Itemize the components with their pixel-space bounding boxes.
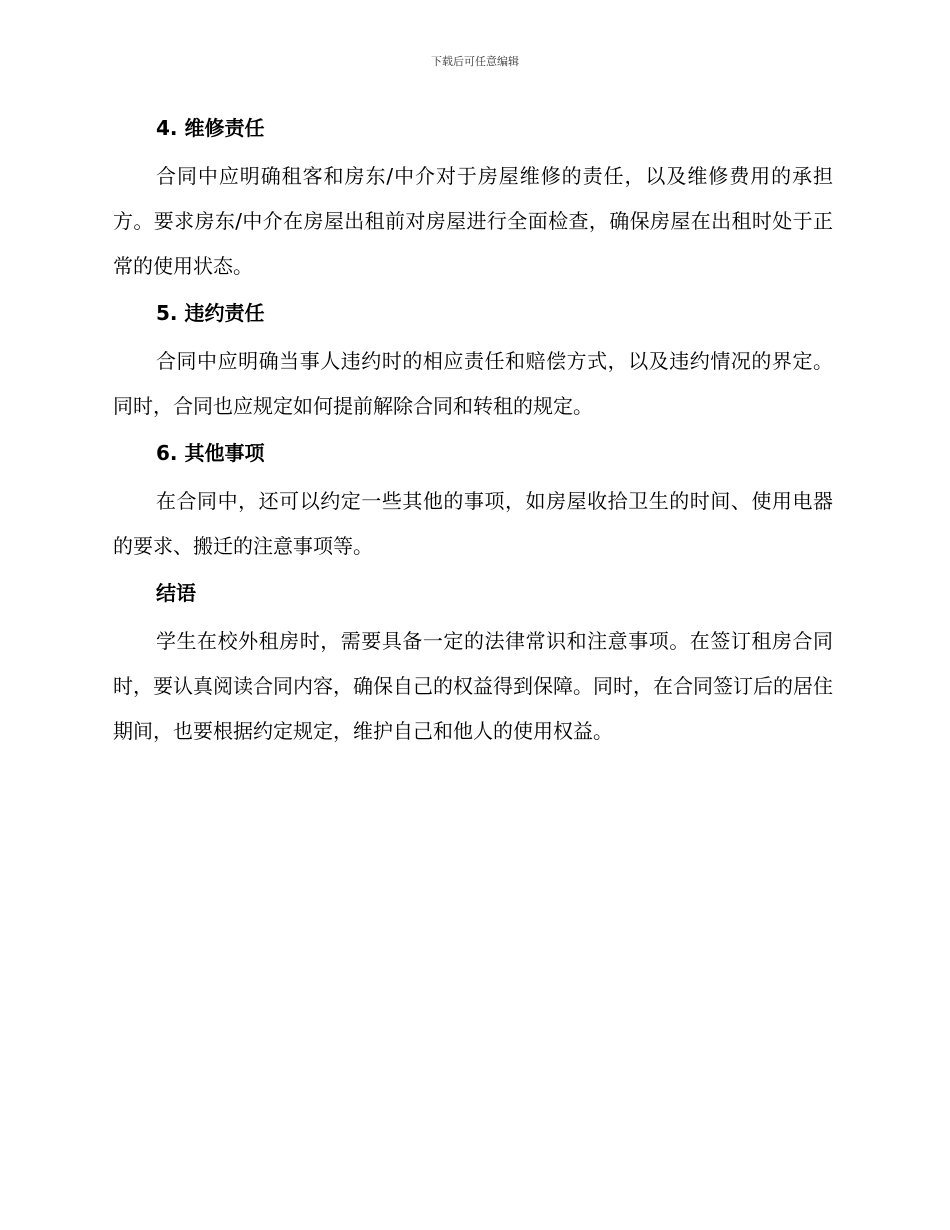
section-heading: 5. 违约责任 bbox=[156, 301, 265, 325]
section-heading: 4. 维修责任 bbox=[156, 116, 265, 140]
section-heading: 6. 其他事项 bbox=[156, 441, 265, 465]
section-paragraph: 学生在校外租房时，需要具备一定的法律常识和注意事项。在签订租房合同时，要认真阅读合同内容，确保自己的权益得到保障。同时，在合同签订后的居住期间，也要根据约定规定，维护自己和他人的使用权益。 bbox=[113, 629, 833, 743]
section-conclusion bbox=[113, 577, 833, 754]
section-heading: 结语 bbox=[156, 581, 196, 605]
section-breach-liability bbox=[113, 297, 833, 429]
document-body bbox=[113, 112, 833, 754]
section-maintenance-responsibility bbox=[113, 112, 833, 289]
page-header: 下载后可任意编辑 bbox=[431, 55, 519, 68]
section-paragraph: 合同中应明确当事人违约时的相应责任和赔偿方式，以及违约情况的界定。同时，合同也应规定如何提前解除合同和转租的规定。 bbox=[113, 349, 833, 418]
section-other-matters bbox=[113, 437, 833, 569]
section-paragraph: 在合同中，还可以约定一些其他的事项，如房屋收拾卫生的时间、使用电器的要求、搬迁的注意事项等。 bbox=[113, 489, 833, 558]
section-paragraph: 合同中应明确租客和房东/中介对于房屋维修的责任，以及维修费用的承担方。要求房东/中介在房屋出租前对房屋进行全面检查，确保房屋在出租时处于正常的使用状态。 bbox=[113, 164, 833, 278]
